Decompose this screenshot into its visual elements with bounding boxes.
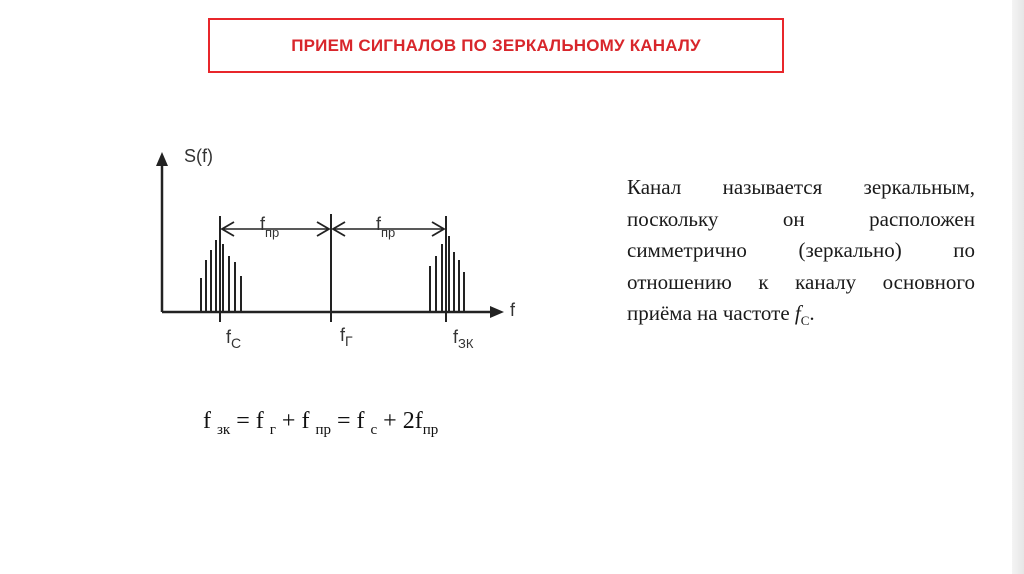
x-axis-arrow [490, 306, 504, 318]
formula-sub-3: пр [315, 421, 331, 438]
y-axis-arrow [156, 152, 168, 166]
slide-edge [1012, 0, 1024, 574]
x-axis-label: f [510, 300, 516, 320]
description-body: Канал называется зеркальным, поскольку он расположен симметрично (зеркально) по отношению к каналу основного приёма на частоте [627, 175, 975, 325]
description-text [627, 172, 975, 337]
formula-part-1: f [203, 408, 217, 434]
y-axis-label: S(f) [184, 146, 213, 166]
formula-sub-5: пр [422, 421, 439, 438]
spectrum-diagram [140, 140, 520, 360]
formula-part-2: = f [230, 408, 270, 434]
formula-part-5: + 2f [377, 408, 423, 434]
formula-sub-4: c [370, 421, 378, 438]
formula-sub-1: зк [217, 421, 231, 438]
fpr-left-label: $f_{пр}$ [260, 214, 280, 240]
formula-part-4: = f [330, 408, 371, 434]
description-frequency-main: f [794, 301, 801, 325]
formula-sub-2: г [269, 421, 276, 438]
slide-title: ПРИЕМ СИГНАЛОВ ПО ЗЕРКАЛЬНОМУ КАНАЛУ [291, 35, 701, 55]
fzk-label: $f_{ЗК}$ [453, 327, 474, 351]
formula-part-3: + f [275, 408, 316, 434]
image-frequency-formula [203, 408, 438, 439]
fg-label: $f_Г$ [340, 325, 353, 349]
fpr-right-label: $f_{пр}$ [376, 214, 396, 240]
title-box [208, 18, 784, 73]
description-frequency [794, 301, 810, 329]
fc-label: $f_C$ [226, 327, 242, 351]
description-frequency-sub: C [800, 313, 810, 329]
description-end: . [809, 301, 815, 325]
